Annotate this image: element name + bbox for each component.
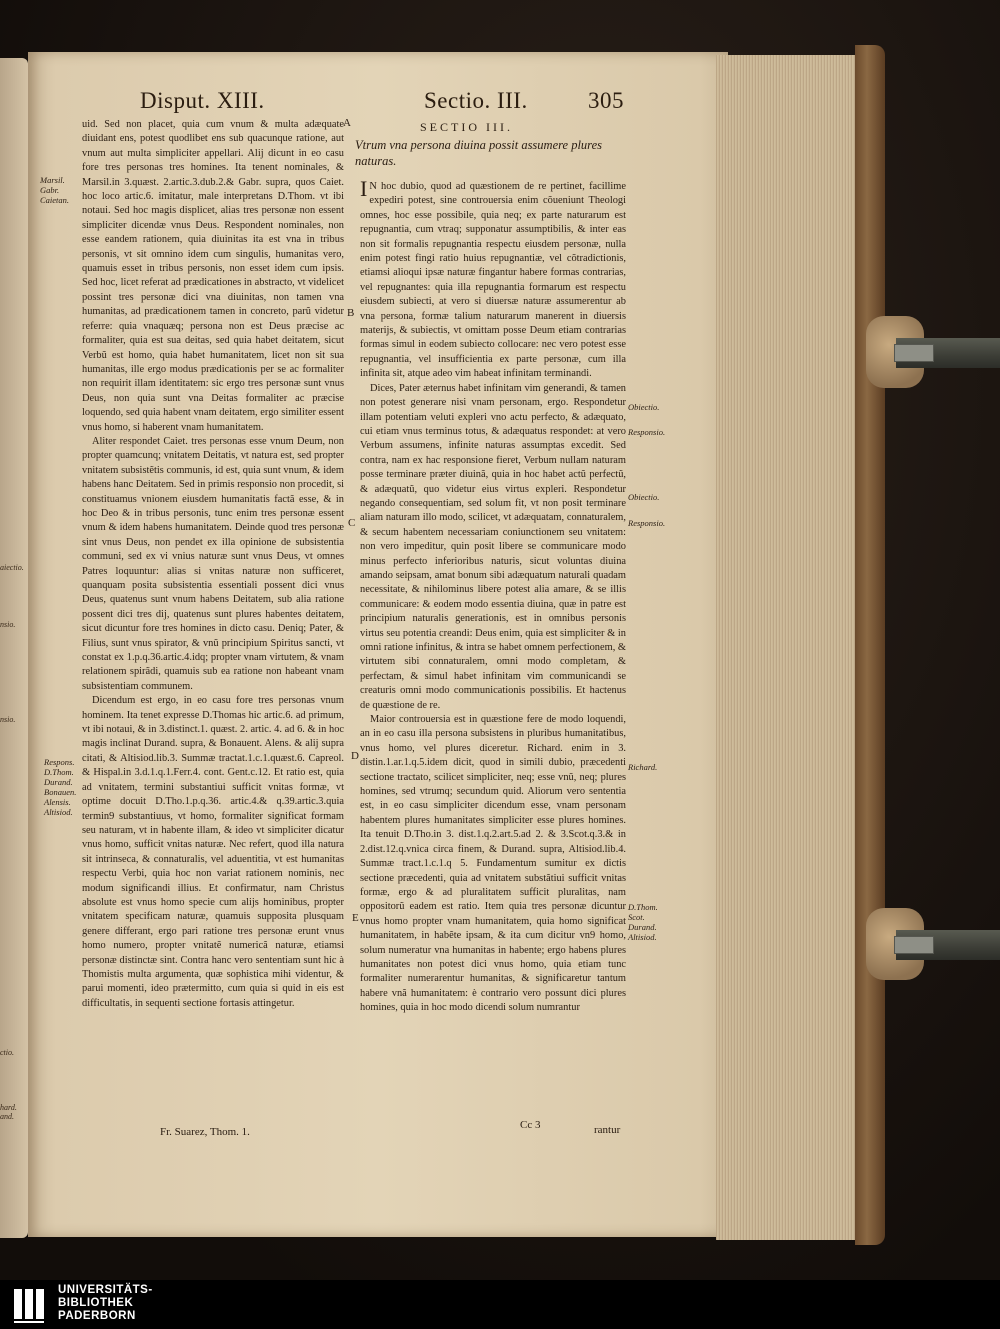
- left-page-edge: [0, 58, 28, 1238]
- left-page-notes: [0, 58, 28, 1238]
- catchword: rantur: [594, 1124, 621, 1136]
- footer-author: Fr. Suarez, Thom. 1.: [160, 1126, 250, 1138]
- left-text-column: [82, 118, 344, 1011]
- margin-note: Responsio.: [628, 518, 666, 528]
- paragraph: uid. Sed non placet, quia cum vnum & multa adæquate diuidant ens, potest quodlibet ens sub quacunque ratione, aut vnum aut multa simpliciter appellari. Alij dicunt in eo casu fore tres personas tres homines. Ita tenent nominales, & Marsil.in 3.quæst. 2.artic.3.dub.2.& Gabr. supra, quos Caiet. hoc loco artic.6. imitatur, male interpretans D.Thom. vt ibi notaui. Sed hoc magis displicet, alias tres personæ non essent simpliciter dicendæ vnus Deus. Respondent nominales, non esse eandem rationem, quia diuinitas ita est vna in tribus personis, vt sit omnino idem cum singulis, humanitas vero, quamuis esset in tribus personis, non esset idem cum ipsis. Sed hoc, licet referat ad prædicationes in abstracto, vt videlicet possint tres personæ dici vna diuinitas, non tamen vna humanitas, ad prædicationem tamen in concreto, parũ videtur referre: quia vnaquæq; persona non est Deus præcise ac formaliter, quia est sua deitas, sed quia habet deitatem, sicut Verbũ est homo, quia habet humanitatem, licet non sit sua humanitas, ille ergo modus prædicationis per se ac formaliter non requirit illam identitatem: sic ergo tres personæ sunt vnus Deus, non quia sunt vna Deitas formaliter ac præcise loquendo, sed quia habent vnam deitatem, ergo similiter essent vnus homo, si haberent vnam humanitatem.: [82, 119, 344, 433]
- signature-mark: Cc 3: [520, 1119, 541, 1131]
- library-name: [58, 1284, 153, 1323]
- section-title: SECTIO III.: [420, 120, 513, 134]
- running-head-left: Disput. XIII.: [140, 88, 265, 113]
- margin-letter: C: [348, 517, 356, 529]
- book-clasp-upper: [866, 330, 1000, 376]
- margin-letter: D: [351, 750, 359, 762]
- page-number: 305: [588, 88, 624, 113]
- margin-note: Respons. D.Thom. Durand. Bonauen. Alensis. Altisiod.: [44, 757, 77, 817]
- page-block-edge: [716, 55, 864, 1240]
- paragraph: IN hoc dubio, quod ad quæstionem de re pertinet, facillime expediri potest, sine controuersia enim cõueniunt Theologi omnes, hoc esse possibile, quia neq; ex parte naturarum est repugnantia, cum vtraq; supponatur assumptibilis, & inter eas non sit formalis repugnantia respectu eiusdem personæ, nulla enim potest fingi ratio huius repugnantiæ, vel cõtradictionis, etiamsi alioqui ipsæ naturæ fingantur habere formas contrarias, vel repugnantes: quia illa repugnantia formarum est respectu eiusdem subiecti, at vero si diuersæ naturæ assumerentur ab vna persona, formæ talium naturarum manerent in diuersis materijs, & subiectis, vt omittam posse Deum etiam contrarias formas simul in eodem subiecto collocare: nec vero potest esse repugnantia, vel insufficientia ex parte personæ, cum illa infinita sit, atque adeo vim habeat infinitam terminandi.: [360, 176, 626, 380]
- margin-note: Richard.: [628, 762, 658, 772]
- margin-note: Obiectio.: [628, 402, 660, 412]
- library-banner: [0, 1280, 1000, 1329]
- margin-letter: B: [347, 307, 355, 319]
- left-page-note: nsio.: [0, 715, 16, 724]
- paragraph: Maior controuersia est in quæstione fere de modo loquendi, an in eo casu illa persona subsistens in pluribus humanitatibus, vnus homo, vel plures diceretur. Richard. enim in 3. distin.1.ar.1.q.5.idem dicit, quod in simili dubio, præcedenti sectione tractato, scilicet simpliciter, neq; esse vnũ, neq; plures homines, sed vtrumq; secundum quid. Aliorum vero sententia est, in eo casu simpliciter dicendum esse, vnam personam habentem plures humanitates simpliciter esse plures homines. Ita tenuit D.Tho.in 3. dist.1.q.2.art.5.ad 2. & 3.Scot.q.3.& in 2.dist.12.q.vnica circa finem, & Durand. supra, Altisiod.lib.4. Summæ tract.1.c.1.q 5. Fundamentum sumitur ex dictis sectione præcedenti, quia ad vnitatem substãtiui sufficit vnitas formæ, ergo & ad pluralitatem sufficit pluralitas, nam oppositorũ eadem est ratio. Item quia tres personæ dicuntur vnus homo propter vnam humanitatem, quia homo significat humanitatem, in habẽte ipsam, & ita cum dicitur vn9 homo, solum numeratur vna humanitas in habente; ergo habens plures humanitates non potest dici vnus homo, quia etiam tunc formaliter numerarentur humanitas, & significaretur tantum habere vnã humanitatem: è contrario vero possunt dici plures homines, quia in hoc modo dicendi solum numrantur: [360, 714, 626, 1014]
- library-logo-icon: [14, 1285, 50, 1323]
- margin-note: D.Thom. Scot. Durand. Altisiod.: [628, 902, 658, 942]
- margin-note: Responsio.: [628, 427, 666, 437]
- right-text-column: [360, 176, 626, 1016]
- left-page-note: aiectio.: [0, 563, 24, 572]
- library-name-line: PADERBORN: [58, 1310, 136, 1322]
- running-head-center: Sectio. III.: [424, 88, 528, 113]
- left-page-note: nsio.: [0, 620, 16, 629]
- library-name-line: UNIVERSITÄTS-: [58, 1284, 153, 1296]
- margin-letter: E: [352, 912, 359, 924]
- margin-note: Marsil. Gabr. Caietan.: [40, 175, 70, 205]
- book-cover-edge: [855, 45, 885, 1245]
- left-page-note: hard. and.: [0, 1103, 17, 1121]
- library-name-line: BIBLIOTHEK: [58, 1297, 134, 1309]
- paragraph: Dices, Pater æternus habet infinitam vim generandi, & tamen non potest generare nisi vnam personam, ergo. Respondetur illam potentiam veluti expleri vno actu perfecto, & adæquato, cui etiam vnus terminus totus, & adæquatus respondet: at vero Verbum assumens, infinite naturas assumptas excedit. Sed contra, nam ex hac responsione fieret, Verbum nullam naturam posse terminare præter diuinã, quia in hoc habet actũ perfectũ, & adæquatũ, quo videtur eius virtus expleri. Respondetur negando consequentiam, sed solum fit, vt non posit terminare aliam naturam illo modo, scilicet, vt adæquatam, connaturalem, & secum habentem necessariam coniunctionem seu vnitatem: non vero impeditur, quin posit libere se communicare modo minus perfecto inferioribus naturis, sicut voluntas diuina amando seipsam, amat bonum sibi adæquatum naturali quadam necessitate, & nihilominus libere potest alia amare, & se illis communicare: & eodem modo essentia diuina, quæ in patre est principium naturalis generationis, est in omnibus personis virtus seu potentia creandi: Deus enim, quia est simpliciter & in omni ratione infinitus, & intra se habet omnem perfectionem, & virtutem sibi connaturalem, omni modo completam, & perfectam, & simul habet infinitam vim communicandi se creaturis omni modo communicationis possibilis. Et hactenus de quæstione de re.: [360, 382, 626, 711]
- margin-letter: A: [343, 117, 351, 129]
- book-clasp-lower: [866, 922, 1000, 968]
- paragraph: Aliter respondet Caiet. tres personas esse vnum Deum, non propter quamcunq; vnitatem Deitatis, vt natura est, sed propter vnitatem subsistẽtis communis, id est, quia sunt vnum, & idem habens hanc Deitatem. Sed in primis responsio non procedit, si constituamus vnionem eiusdem humanitatis factã esse, & in hoc Deo & in tribus personis, tunc enim tres personæ essent vnum & idem habens humanitatem. Deinde quod tres personæ sint vnus Deus, non pendet ex illa opinione de subsistentia communi, sed ex vi vnius naturæ sunt vnus Deus, vt omnes Patres loquuntur: alias si vnitas naturæ non sufficeret, quanquam posita subsistentia essentiali possent dici vnus Deus, quatenus sunt vnum habens Deitatem, sub alia ratione possent dici tres dij, quatenus sunt plures habentes deitatem, sicut dicuntur fore tres homines in dicto casu. Deniq; Pater, & Filius, sunt vnus spirator, & vnũ principium Spiritus sancti, vt constat ex 1.p.q.36.artic.4.idq; propter vnam virtutem, & vnam relationem spirãdi, quamuis sub ea ratione non habeant vnam subsistentiam communem.: [82, 435, 344, 692]
- margin-note: Obiectio.: [628, 492, 660, 502]
- section-question: Vtrum vna persona diuina possit assumere plures naturas.: [355, 138, 602, 168]
- left-page-note: ctio.: [0, 1048, 14, 1057]
- paragraph: Dicendum est ergo, in eo casu fore tres personas vnum hominem. Ita tenet expresse D.Thomas hic artic.6. ad primum, vt ibi notaui, & in 3.distinct.1. quæst. 2. artic. 4. ad 6. & in hoc magis inclinat Durand. supra, & Bonauent. Alens. & alij supra citati, & Altisiod.lib.3. Summæ tractat.1.c.1.quæst.6. Capreol. & Hispal.in 3.d.1.q.1.Ferr.4. cont. Gent.c.12. Et ratio est, quia ad vnitatem, termini substantiui sufficit vnitas formæ, vt optime docuit D.Tho.1.p.q.36. artic.4.& q.39.artic.3.quia termin9 substantiuus, vt homo, formaliter significat formam seu naturam, vt in habente illam, & ideo vt simpliciter dicatur vnus homo, sufficit vnitas naturæ. Nec refert, quod illa natura sit intrinseca, & connaturalis, vel aduentitia, vt est humanitas respectu Verbi, quia hoc non variat rationem nominis, nec modum significandi illius. Et confirmatur, nam Christus absolute est vnus homo specie cum alijs hominibus, propter vnitatem specificam naturæ, quamuis supposita plusquam genere differant, ergo pari ratione tres personæ erunt vnus homo numero, propter vnitatẽ numericã naturæ, etiamsi personæ distinctæ sint. Contra hanc vero sententiam sunt hic à Thomistis multa argumenta, quæ sophistica mihi videntur, & parui momenti, ideo prætermitto, cum quia si quid in eis est difficultatis, in sequenti sectione fortasis attingetur.: [82, 695, 344, 1009]
